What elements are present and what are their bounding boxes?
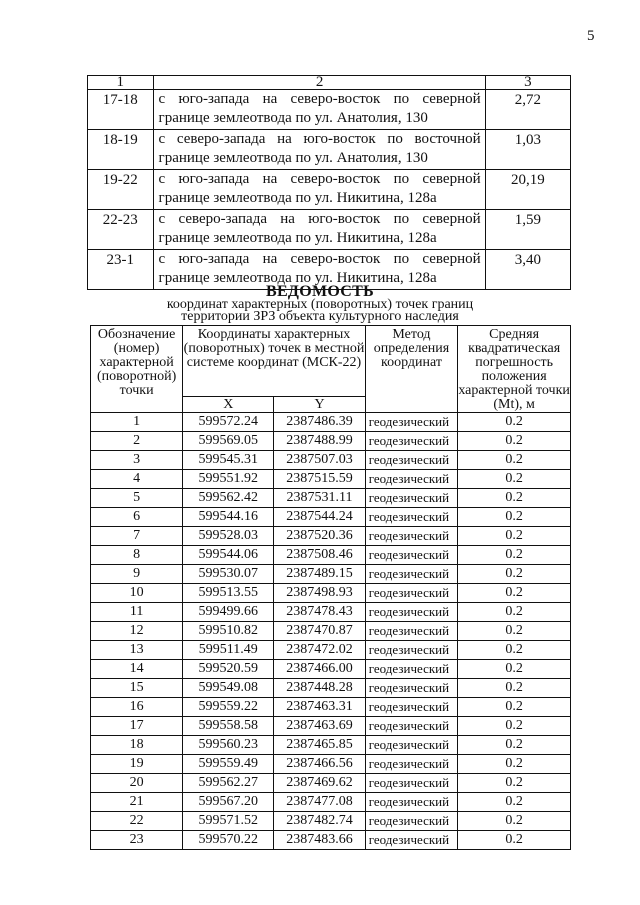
error-value: 0.2 [458,679,571,698]
point-number: 11 [91,603,183,622]
error-value: 0.2 [458,812,571,831]
coord-x: 599530.07 [183,565,274,584]
coord-y: 2387515.59 [274,470,365,489]
coord-x: 599520.59 [183,660,274,679]
point-number: 15 [91,679,183,698]
coordinate-row [91,831,571,850]
error-value: 0.2 [458,584,571,603]
point-number: 5 [91,489,183,508]
coord-y: 2387489.15 [274,565,365,584]
error-value: 0.2 [458,432,571,451]
coordinate-row [91,603,571,622]
point-number: 21 [91,793,183,812]
coord-x: 599551.92 [183,470,274,489]
coord-y: 2387465.85 [274,736,365,755]
coordinate-row [91,508,571,527]
coord-x: 599569.05 [183,432,274,451]
method: геодезический [365,736,457,755]
coordinate-row [91,679,571,698]
coord-y: 2387488.99 [274,432,365,451]
error-value: 0.2 [458,413,571,432]
coordinate-row [91,755,571,774]
point-number: 23 [91,831,183,850]
method: геодезический [365,774,457,793]
method: геодезический [365,565,457,584]
coord-y: 2387483.66 [274,831,365,850]
coord-x: 599571.52 [183,812,274,831]
coordinate-row [91,698,571,717]
segments-header-row [88,76,571,90]
point-number: 19 [91,755,183,774]
point-number: 7 [91,527,183,546]
header-x: X [183,397,274,413]
point-number: 18 [91,736,183,755]
point-number: 12 [91,622,183,641]
coord-x: 599510.82 [183,622,274,641]
error-value: 0.2 [458,831,571,850]
header-y: Y [274,397,365,413]
segment-length: 1,59 [485,210,570,250]
point-number: 8 [91,546,183,565]
coordinate-row [91,660,571,679]
coordinate-row [91,546,571,565]
coord-y: 2387478.43 [274,603,365,622]
error-value: 0.2 [458,565,571,584]
coordinate-row [91,641,571,660]
coord-y: 2387463.69 [274,717,365,736]
coord-x: 599545.31 [183,451,274,470]
method: геодезический [365,812,457,831]
method: геодезический [365,793,457,812]
coord-x: 599513.55 [183,584,274,603]
col-header-2: 2 [153,76,485,90]
segment-row [88,170,571,210]
point-number: 1 [91,413,183,432]
coordinate-row [91,489,571,508]
coord-x: 599499.66 [183,603,274,622]
method: геодезический [365,527,457,546]
coordinate-row [91,774,571,793]
error-value: 0.2 [458,603,571,622]
coord-x: 599544.06 [183,546,274,565]
method: геодезический [365,679,457,698]
coord-x: 599559.49 [183,755,274,774]
segment-description: с северо-запада на юго-восток по восточной границе землеотвода по ул. Анатолия, 130 [153,130,485,170]
point-number: 10 [91,584,183,603]
coordinate-row [91,451,571,470]
coord-x: 599570.22 [183,831,274,850]
coord-y: 2387477.08 [274,793,365,812]
method: геодезический [365,603,457,622]
coord-x: 599549.08 [183,679,274,698]
segment-description: с юго-запада на северо-восток по северной границе землеотвода по ул. Никитина, 128а [153,170,485,210]
header-coordinates: Координаты характерных (поворотных) точек в местной системе координат (МСК-22) [183,326,366,397]
coord-x: 599511.49 [183,641,274,660]
coord-x: 599558.58 [183,717,274,736]
method: геодезический [365,413,457,432]
segment-id: 22-23 [88,210,154,250]
coordinate-row [91,622,571,641]
error-value: 0.2 [458,660,571,679]
segment-length: 1,03 [485,130,570,170]
method: геодезический [365,546,457,565]
coord-y: 2387508.46 [274,546,365,565]
statement-title: ВЕДОМОСТЬ [265,283,375,300]
coordinate-row [91,736,571,755]
method: геодезический [365,660,457,679]
method: геодезический [365,755,457,774]
error-value: 0.2 [458,508,571,527]
segment-id: 17-18 [88,90,154,130]
coordinate-row [91,584,571,603]
coord-y: 2387520.36 [274,527,365,546]
point-number: 22 [91,812,183,831]
method: геодезический [365,508,457,527]
coordinate-row [91,793,571,812]
coord-header-row [91,326,571,397]
segment-id: 19-22 [88,170,154,210]
point-number: 17 [91,717,183,736]
col-header-1: 1 [88,76,154,90]
method: геодезический [365,831,457,850]
error-value: 0.2 [458,489,571,508]
point-number: 6 [91,508,183,527]
statement-subtitle-1: координат характерных (поворотных) точек границ [166,297,474,312]
coord-y: 2387463.31 [274,698,365,717]
coord-y: 2387507.03 [274,451,365,470]
coordinates-table [90,325,571,850]
error-value: 0.2 [458,546,571,565]
segment-length: 20,19 [485,170,570,210]
segments-table [87,75,571,290]
coord-x: 599572.24 [183,413,274,432]
method: геодезический [365,584,457,603]
header-error: Средняя квадратическая погрешность положения характерной точки (Mt), м [458,327,570,412]
coordinate-row [91,565,571,584]
method: геодезический [365,622,457,641]
segment-row [88,90,571,130]
coordinate-row [91,527,571,546]
point-number: 20 [91,774,183,793]
coord-y: 2387531.11 [274,489,365,508]
coord-x: 599562.42 [183,489,274,508]
coord-y: 2387466.00 [274,660,365,679]
error-value: 0.2 [458,717,571,736]
method: геодезический [365,698,457,717]
coord-x: 599562.27 [183,774,274,793]
error-value: 0.2 [458,451,571,470]
error-value: 0.2 [458,698,571,717]
coordinate-row [91,812,571,831]
segment-description: с юго-запада на северо-восток по северной границе землеотвода по ул. Анатолия, 130 [153,90,485,130]
error-value: 0.2 [458,736,571,755]
segment-length: 2,72 [485,90,570,130]
segment-row [88,210,571,250]
error-value: 0.2 [458,470,571,489]
statement-subtitle-2: территории ЗРЗ объекта культурного наследия [181,309,459,324]
point-number: 9 [91,565,183,584]
coord-y: 2387498.93 [274,584,365,603]
error-value: 0.2 [458,622,571,641]
segment-description: с северо-запада на юго-восток по северной границе землеотвода по ул. Никитина, 128а [153,210,485,250]
method: геодезический [365,470,457,489]
coord-y: 2387544.24 [274,508,365,527]
coord-y: 2387472.02 [274,641,365,660]
method: геодезический [365,432,457,451]
coordinate-row [91,470,571,489]
coord-y: 2387486.39 [274,413,365,432]
point-number: 13 [91,641,183,660]
method: геодезический [365,717,457,736]
coordinate-row [91,413,571,432]
point-number: 14 [91,660,183,679]
col-header-3: 3 [485,76,570,90]
coordinate-row [91,717,571,736]
point-number: 3 [91,451,183,470]
point-number: 16 [91,698,183,717]
header-point-number: Обозначение (номер) характерной (поворотной) точки [91,326,183,413]
method: геодезический [365,451,457,470]
error-value: 0.2 [458,527,571,546]
coord-y: 2387448.28 [274,679,365,698]
coord-x: 599528.03 [183,527,274,546]
error-value: 0.2 [458,755,571,774]
error-value: 0.2 [458,774,571,793]
point-number: 4 [91,470,183,489]
coordinate-row [91,432,571,451]
method: геодезический [365,489,457,508]
coord-x: 599544.16 [183,508,274,527]
segment-row [88,130,571,170]
segment-description: с юго-запада на северо-восток по северной границе землеотвода по ул. Никитина, 128а [153,250,485,290]
error-value: 0.2 [458,641,571,660]
coord-y: 2387469.62 [274,774,365,793]
coord-y: 2387466.56 [274,755,365,774]
coord-x: 599567.20 [183,793,274,812]
segment-id: 23-1 [88,250,154,290]
error-value: 0.2 [458,793,571,812]
point-number: 2 [91,432,183,451]
coord-x: 599560.23 [183,736,274,755]
coord-y: 2387482.74 [274,812,365,831]
segment-id: 18-19 [88,130,154,170]
method: геодезический [365,641,457,660]
coord-y: 2387470.87 [274,622,365,641]
header-method: Метод определения координат [365,326,457,413]
segment-length: 3,40 [485,250,570,290]
page-number: 5 [587,28,595,44]
coord-x: 599559.22 [183,698,274,717]
